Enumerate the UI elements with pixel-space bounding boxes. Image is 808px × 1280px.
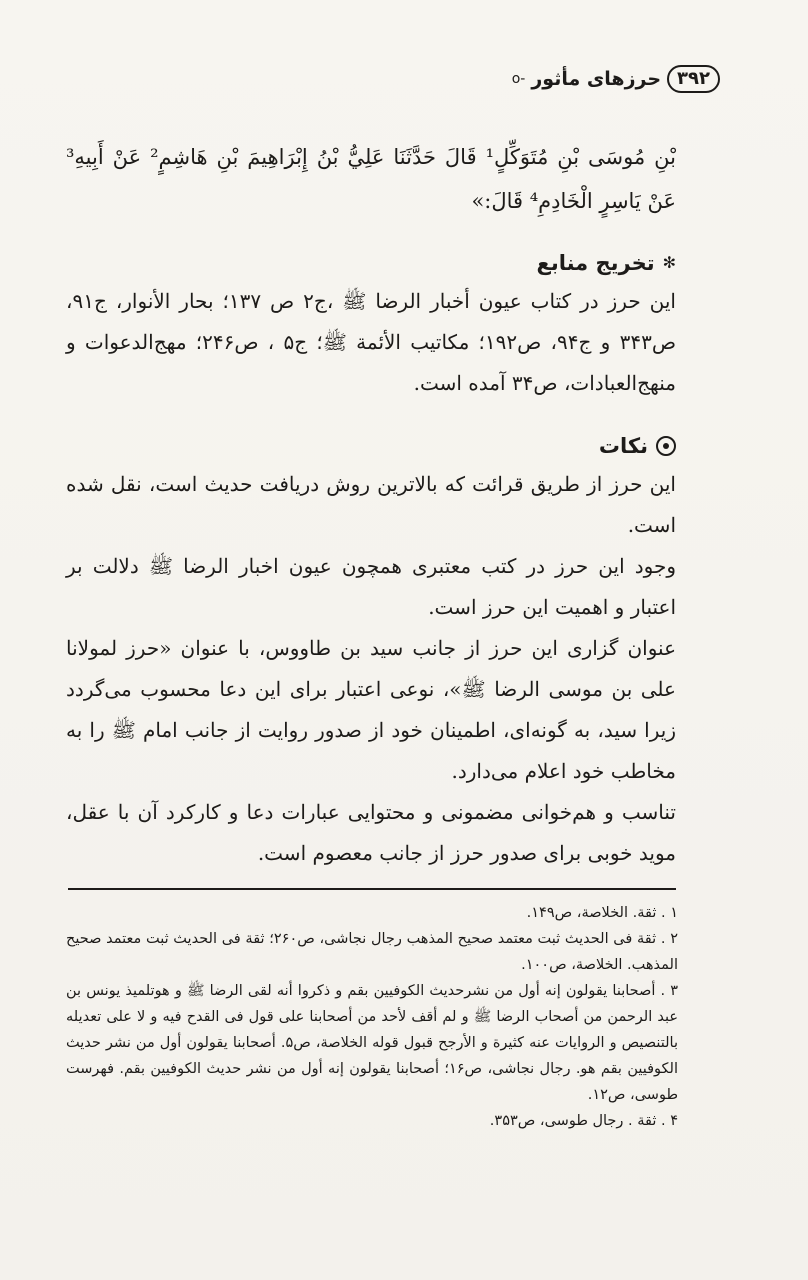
sources-heading [66, 245, 676, 281]
notes-paragraph-1: این حرز از طریق قرائت که بالاترین روش دریافت حدیث است، نقل شده است. [66, 472, 676, 537]
notes-paragraph-3: عنوان گزاری این حرز از جانب سید بن طاووس، با عنوان «حرز لمولانا علی بن موسی الرضا ﷺ»، نوعی اعتبار برای این دعا محسوب می‌گردد زیرا سید، به گونه‌ای، اطمینان خود از صدور روایت از جانب امام ﷺ را به مخاطب خود اعلام می‌دارد. [66, 636, 676, 783]
arabic-isnad: بْنِ مُوسَى بْنِ مُتَوَكِّلٍ¹ قَالَ حَدَّثَنَا عَلِيُّ بْنُ إِبْرَاهِيمَ بْنِ هَاشِمٍ² عَنْ أَبِيهِ³ عَنْ يَاسِرٍ الْخَادِمِ⁴ قَالَ:» [66, 145, 676, 213]
notes-heading [66, 428, 676, 464]
footnotes [66, 900, 678, 1134]
footnote-3: ۳ . أصحابنا یقولون إنه أول من نشرحدیث الکوفیین بقم و ذکروا أنه لقی الرضا ﷺ و هوتلمیذ یونس بن عبد الرحمن من أصحاب الرضا ﷺ و لم أقف لأحد من أصحابنا علی قول فی القدح فیه و لا علی تعدیله بالتنصیص و الروایات عنه کثیرة و الأرجح قبول قوله الخلاصة، ص۵. أصحابنا یقولون أول من نشر حدیث الکوفیین بقم هو. رجال نجاشی، ص۱۶؛ أصحابنا یقولون إنه أول من نشر حدیث الکوفیین بقم. فهرست طوسی، ص۱۲. [66, 983, 678, 1103]
notes-paragraph-4: تناسب و هم‌خوانی مضمونی و محتوایی عبارات دعا و کارکرد آن با عقل، موید خوبی برای صدور حرز از جانب معصوم است. [66, 800, 676, 865]
footnote-4: ۴ . ثقة . رجال طوسی، ص۳۵۳. [489, 1113, 678, 1129]
header-ornament: -o [511, 71, 526, 87]
page-number: ۳۹۲ [667, 65, 720, 93]
running-title: حرزهای مأثور [531, 68, 662, 90]
sources-title: تخریج منابع [536, 251, 655, 275]
notes-paragraph-2: وجود این حرز در کتب معتبری همچون عیون اخبار الرضا ﷺ دلالت بر اعتبار و اهمیت این حرز است. [66, 554, 676, 619]
page-header [480, 62, 720, 96]
sources-paragraph: این حرز در کتاب عیون أخبار الرضا ﷺ ،ج۲ ص ۱۳۷؛ بحار الأنوار، ج۹۱، ص۳۴۳ و ج۹۴، ص۱۹۲؛ مکاتیب الأئمة ﷺ؛ ج۵ ، ص۲۴۶؛ مهج‌الدعوات و منهج‌العبادات، ص۳۴ آمده است. [66, 289, 676, 395]
footnote-1: ۱ . ثقة. الخلاصة، ص۱۴۹. [526, 905, 678, 921]
main-text [66, 135, 676, 874]
footnote-2: ۲ . ثقة فی الحدیث ثبت معتمد صحیح المذهب رجال نجاشی، ص۲۶۰؛ ثقة فی الحدیث ثبت معتمد صحیح المذهب. الخلاصة، ص۱۰۰. [66, 931, 678, 973]
footnote-divider [68, 888, 676, 890]
notes-title: نکات [598, 434, 648, 458]
star-ornament-icon: ✻ [662, 253, 676, 272]
circle-dot-icon [656, 436, 676, 456]
